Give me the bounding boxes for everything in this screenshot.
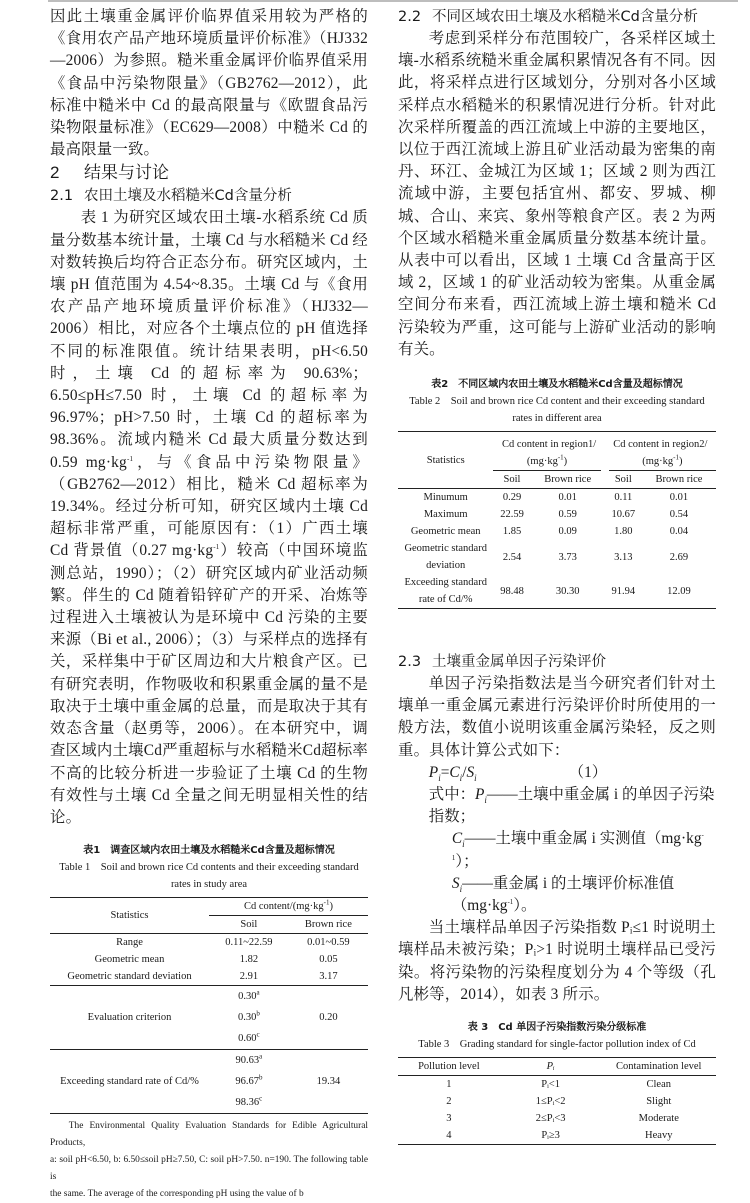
subscript: i (459, 772, 463, 783)
header-text: (mg·kg (526, 456, 558, 468)
text-run: ——土壤中重金属 i 实测值（mg·kg (464, 830, 702, 848)
table-1-caption-en-cont: rates in study area (170, 879, 248, 891)
row-label (398, 540, 493, 574)
label-line: deviation (426, 560, 466, 572)
subscript: i (459, 883, 463, 894)
superscript: a (259, 1052, 263, 1061)
cell: 0.54 (669, 509, 689, 521)
row-label: Geometric mean (410, 526, 481, 538)
right-column (398, 6, 716, 1145)
header-unit (493, 453, 600, 471)
row-label: Maximum (423, 509, 468, 521)
cell-pi: 1≤Pᵢ<2 (535, 1096, 566, 1108)
value-line (209, 1073, 289, 1090)
superscript: -1 (507, 897, 514, 906)
header-r2-rice: Brown rice (655, 474, 703, 486)
section-title: 结果与讨论 (84, 163, 169, 183)
row-label: Range (116, 937, 143, 949)
section-2-3-paragraph-b: 当土壤样品单因子污染指数 Pᵢ≤1 时说明土壤样品未被污染；Pᵢ>1 时说明土壤样品已受污染。将污染物的污染程度划分为 4 个等级（孔凡彬等，2014），如表 3 所示。 (398, 919, 716, 1003)
cell: 1.85 (502, 526, 522, 538)
symbol-c: C (449, 763, 460, 781)
value: 90.63 (235, 1055, 260, 1067)
cell-soil (209, 1050, 289, 1114)
cell: 0.29 (502, 492, 522, 504)
formula-1 (398, 762, 716, 784)
header-brown-rice: Brown rice (304, 919, 352, 931)
value-line (209, 1030, 289, 1047)
header-r1-soil: Soil (503, 474, 521, 486)
table-row (50, 951, 368, 968)
label-line: Exceeding standard (404, 577, 487, 589)
cell-level: 2 (446, 1096, 452, 1108)
symbol-c: C (451, 830, 463, 848)
table-row (398, 574, 716, 609)
page-top-rule (48, 0, 738, 2)
cell-soil: 2.91 (239, 971, 259, 983)
section-2-2-heading (398, 6, 716, 28)
subscript: i (462, 839, 465, 850)
section-title: 土壤重金属单因子污染评价 (432, 654, 606, 671)
section-title: 农田土壤及水稻糙米Cd含量分析 (84, 188, 292, 205)
row-label: Evaluation criterion (87, 1012, 172, 1024)
table-3 (398, 1057, 716, 1145)
table-row (50, 968, 368, 986)
table-1 (50, 897, 368, 1114)
header-region-2 (605, 432, 716, 472)
cell-soil (209, 986, 289, 1050)
header-statistics: Statistics (398, 432, 493, 489)
header-contamination-level: Contamination level (616, 1061, 702, 1073)
symbol-s: S (466, 763, 475, 781)
header-unit (609, 453, 716, 471)
header-text: (mg·kg (642, 456, 674, 468)
equation-number: （1） (568, 763, 608, 781)
cell-level: 3 (446, 1113, 452, 1125)
value: 0.60 (238, 1033, 257, 1045)
cell-level: 4 (446, 1130, 452, 1142)
cell-rice: 3.17 (319, 971, 338, 983)
table-row (398, 506, 716, 523)
cell-soil: 1.82 (239, 954, 259, 966)
table-3-caption-en: Table 3 Grading standard for single-factor pollution index of Cd (418, 1039, 696, 1051)
text-run: 式中： (428, 786, 475, 804)
section-number: 2 (50, 163, 60, 183)
cell: 0.01 (558, 492, 577, 504)
table-row (50, 986, 368, 1050)
row-label: Minumum (423, 492, 468, 504)
row-label: Geometric standard deviation (67, 971, 192, 983)
cell-contamination: Slight (646, 1096, 672, 1108)
section-2-3-heading (398, 651, 716, 673)
table-1-caption-cn: 表1 调查区域内农田土壤及水稻糙米Cd含量及超标情况 (83, 845, 335, 857)
row-label: Exceeding standard rate of Cd/% (60, 1076, 199, 1088)
symbol-s: S (451, 874, 460, 892)
text-run: ——重金属 i 的土壤评价标准值（mg·kg (451, 874, 675, 915)
cell-level: 1 (446, 1079, 452, 1091)
superscript: -1 (673, 453, 679, 462)
cell: 0.04 (669, 526, 689, 538)
table-2-caption-en-cont: rates in different area (512, 413, 602, 425)
table-row (50, 934, 368, 952)
section-title: 不同区域农田土壤及水稻糙米Cd含量分析 (432, 9, 698, 25)
header-region-1 (493, 432, 604, 472)
value-line (209, 1094, 289, 1111)
superscript: -1 (451, 831, 704, 862)
operator: / (462, 763, 467, 781)
superscript: -1 (557, 453, 564, 462)
cell-pi: Pᵢ≥3 (541, 1130, 560, 1142)
cell: 3.73 (558, 551, 577, 563)
subscript: i (474, 772, 477, 783)
section-number: 2.3 (398, 654, 422, 671)
value-line (209, 988, 289, 1005)
superscript: a (256, 988, 260, 997)
cell: 0.01 (669, 492, 689, 504)
superscript: b (256, 1009, 260, 1018)
cell-rice: 0.20 (319, 1012, 338, 1024)
superscript: c (259, 1094, 263, 1103)
section-number: 2.2 (398, 9, 422, 25)
operator: = (440, 763, 450, 781)
table-2-caption-cn: 表2 不同区域内农田土壤及水稻糙米Cd含量及超标情况 (431, 379, 683, 391)
header-soil: Soil (240, 919, 258, 931)
header-text: Cd content/(mg·kg (244, 901, 324, 913)
left-column (50, 6, 368, 1203)
text-run: 表 1 为研究区域农田土壤-水稻系统 Cd 质量分数基本统计量，土壤 Cd 与水稻糙米 Cd 经对数转换后均符合正态分布。研究区域内，土壤 pH 值范围为 4.54~8.35。土壤 Cd 与《食用农产品产地环境质量评价标准》（HJ332—2006）相比，对应各个土壤点位的 pH 值选择不同的标准限值。统计结果表明，pH<6.50 时，土壤 Cd 的超标率为 90.63%；6.50≤pH≤7.50 时，土壤 Cd 的超标率为 96.97%；pH>7.50 时，土壤 Cd 的超标率为 98.36%。流域内糙米 Cd 最大质量分数达到 0.59 mg·kg (50, 209, 368, 471)
table-2-caption-en: Table 2 Soil and brown rice Cd content and their exceeding standard (409, 396, 705, 408)
value: 0.30 (238, 991, 257, 1003)
header-text: Cd content in region1/ (501, 439, 597, 451)
text-run: ）。 (513, 897, 537, 915)
header-text: Cd content in region2/ (613, 439, 708, 451)
text-run: ）； (455, 852, 479, 870)
definition-p (398, 784, 716, 828)
section-2-1-heading (50, 185, 368, 207)
cell: 1.80 (614, 526, 633, 538)
definition-s (398, 873, 716, 917)
cell-rice: 0.05 (319, 954, 338, 966)
superscript: -1 (213, 543, 220, 552)
header-text: ) (563, 456, 568, 468)
value: 96.67 (235, 1076, 259, 1088)
cell: 91.94 (611, 585, 636, 597)
cell-contamination: Heavy (645, 1130, 673, 1142)
table-row (398, 489, 716, 507)
header-pi: Pᵢ (546, 1061, 555, 1073)
table-row (398, 540, 716, 574)
cell: 0.09 (558, 526, 577, 538)
section-2-heading (50, 161, 368, 185)
label-line: rate of Cd/% (418, 594, 473, 606)
cell: 10.67 (611, 509, 636, 521)
header-text: ) (329, 901, 333, 913)
header-text: ) (678, 456, 683, 468)
header-statistics: Statistics (50, 898, 209, 934)
section-2-2-paragraph: 考虑到采样分布范围较广，各采样区域土壤-水稻系统糙米重金属积累情况各有不同。因此，将采样点进行区域划分，分别对各小区域采样点水稻糙米的积累情况进行分析。针对此次采样所覆盖的西江流域上中游的主要地区，以位于西江流域上游且矿业活动最为密集的南丹、环江、金城江为区域 1；区域 2 则为西江流域中游，主要包括宜州、都安、罗城、柳城、合山、来宾、象州等粮食产区。表 2 为两个区域水稻糙米重金属质量分数基本统计量。从表中可以看出，区域 1 土壤 Cd 含量高于区域 2，区域 1 的矿业活动较为密集。从重金属空间分布来看，西江流域上游土壤和糙米 Cd 污染较为严重，这可能与上游矿业活动的影响有关。 (398, 30, 716, 358)
table-2 (398, 431, 716, 609)
table-1-note: a: soil pH<6.50, b: 6.50≤soil pH≥7.50, C: soil pH>7.50. n=190. The following table is (50, 1155, 368, 1183)
subscript: i (484, 795, 487, 806)
table-row (398, 1110, 716, 1127)
section-number: 2.1 (50, 188, 74, 205)
cell-contamination: Moderate (638, 1113, 679, 1125)
header-r1-rice: Brown rice (544, 474, 592, 486)
text-run: ）较高（中国环境监测总站，1990）；（2）研究区域内矿业活动频繁。伴生的 Cd 随着铅锌矿产的开采、冶炼等过程进入土壤被认为是环境中 Cd 污染的主要来源（Bi et al., 2006）；（3）与采样点的选择有关，采样集中于矿区周边和大片粮食产区。已有研究表明，作物吸收和积累重金属的量不是取决于土壤中重金属的总量，而是取决于其有效态含量（赵勇等，2006）。在本研究中，调查区域内土壤Cd严重超标与水稻糙米Cd超标率不高的比较分析进一步验证了土壤 Cd 的生物有效性与土壤 Cd 全量之间无明显相关性的结论。 (50, 542, 368, 826)
intro-paragraph: 因此土壤重金属评价临界值采用较为严格的《食用农产品产地环境质量评价标准》（HJ332—2006）为参照。糙米重金属评价临界值采用《食品中污染物限量》（GB2762—2012），此标准中糙米中 Cd 的最高限量与《欧盟食品污染物限量标准》（EC629—2008）中糙米 Cd 的最高限量一致。 (50, 8, 368, 159)
row-label: Geometric mean (94, 954, 165, 966)
cell: 2.54 (502, 551, 522, 563)
subscript: i (438, 772, 441, 783)
value: 98.36 (235, 1097, 260, 1109)
cell: 98.48 (500, 585, 524, 597)
table-row (398, 523, 716, 540)
cell: 3.13 (614, 551, 633, 563)
table-1-caption-en: Table 1 Soil and brown rice Cd contents and their exceeding standard (59, 862, 359, 874)
cell: 22.59 (500, 509, 524, 521)
cell-rice: 19.34 (316, 1076, 341, 1088)
cell: 0.59 (558, 509, 577, 521)
header-pollution-level: Pollution level (418, 1061, 480, 1073)
cell-soil: 0.11~22.59 (225, 937, 273, 949)
table-row (398, 1093, 716, 1110)
cell: 30.30 (555, 585, 580, 597)
table-row (398, 1076, 716, 1094)
cell: 0.11 (614, 492, 633, 504)
header-cd-content (209, 898, 368, 916)
table-row (398, 1127, 716, 1145)
cell: 12.09 (667, 585, 691, 597)
section-2-3-paragraph: 单因子污染指数法是当今研究者们针对土壤单一重金属元素进行污染评价时所使用的一般方法，数值小说明该重金属污染轻，反之则重。具体计算公式如下： (398, 675, 716, 759)
value: 0.30 (237, 1012, 257, 1024)
section-2-1-paragraph (50, 207, 368, 829)
cell: 2.69 (669, 551, 689, 563)
cell-pi: Pᵢ<1 (541, 1079, 560, 1091)
symbol-p: P (474, 786, 485, 804)
label-line: Geometric standard (404, 543, 487, 555)
cell-rice: 0.01~0.59 (307, 937, 350, 949)
table-row (50, 1050, 368, 1114)
cell-contamination: Clean (646, 1079, 671, 1091)
row-label (398, 574, 493, 609)
text-run: ，与《食品中污染物限量》（GB2762—2012）相比，糙米 Cd 超标率为 19.34%。经过分析可知，研究区域内土壤 Cd 超标非常严重，可能原因有：（1）广西土壤 Cd 背景值（0.27 mg·kg (50, 453, 369, 560)
definition-c (398, 828, 716, 872)
symbol-p: P (428, 763, 439, 781)
cell-pi: 2≤Pᵢ<3 (535, 1113, 566, 1125)
text-run: ——土壤中重金属 i 的单因子污染指数； (428, 786, 715, 826)
superscript: -1 (126, 454, 134, 463)
value-line (209, 1052, 289, 1069)
superscript: -1 (323, 898, 330, 907)
table-1-note: the same. The average of the corresponding pH using the value of b (50, 1189, 304, 1200)
header-r2-soil: Soil (614, 474, 632, 486)
table-3-caption-cn: 表 3 Cd 单因子污染指数污染分级标准 (467, 1022, 647, 1034)
table-1-note: The Environmental Quality Evaluation Standards for Edible Agricultural Products, (50, 1121, 368, 1149)
superscript: b (258, 1073, 263, 1082)
superscript: c (256, 1030, 260, 1039)
